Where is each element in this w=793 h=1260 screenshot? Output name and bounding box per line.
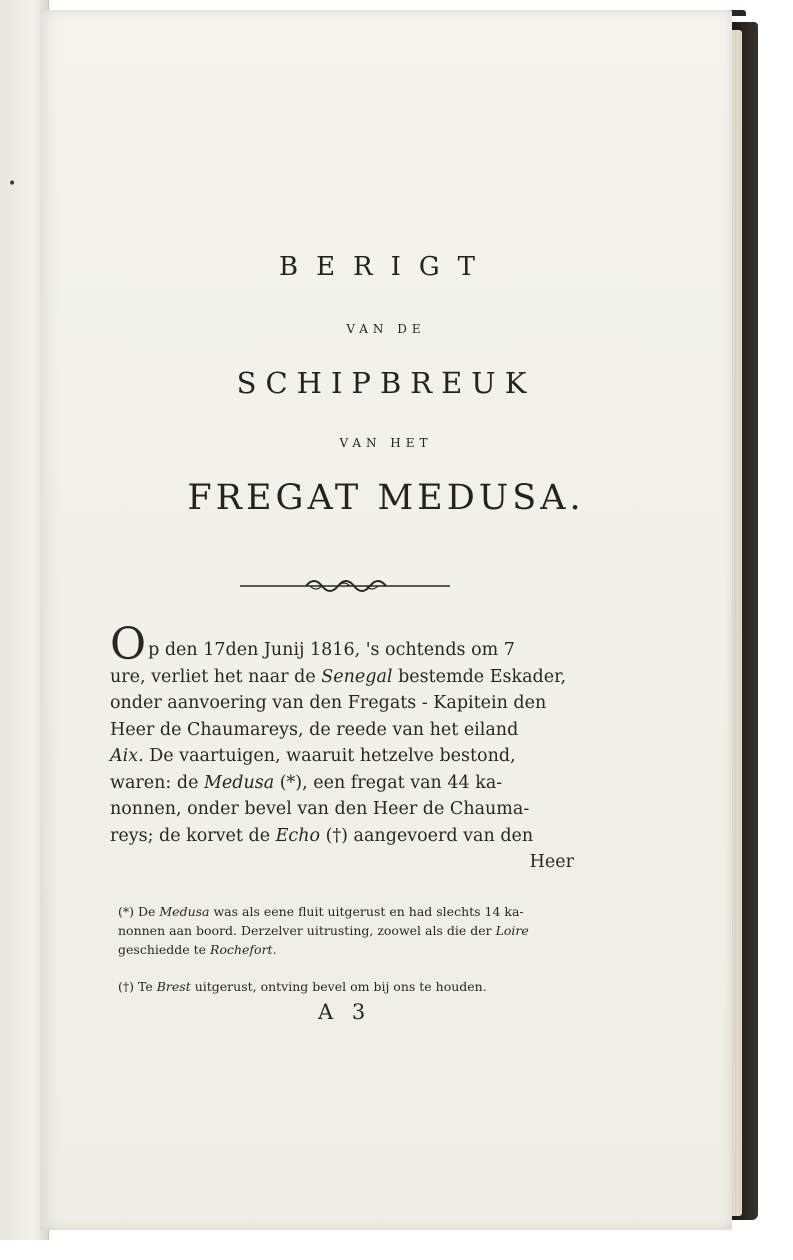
- body-line: reys; de korvet de Echo (†) aangevoerd van den: [110, 825, 534, 846]
- title-van-de: VAN DE: [346, 322, 426, 336]
- footnotes: [118, 902, 572, 996]
- footnote-line: (†) Te Brest uitgerust, ontving bevel om bij ons te houden.: [118, 979, 487, 994]
- title-schipbreuk: SCHIPBREUK: [236, 366, 536, 400]
- catchword: Heer: [529, 852, 574, 872]
- body-line: Op den 17den Junij 1816, 's ochtends om 7: [110, 619, 515, 670]
- body-line: waren: de Medusa (*), een fregat van 44 ka-: [110, 772, 503, 793]
- title-van-het: VAN HET: [339, 436, 433, 450]
- title-bergit: BERIGT: [278, 252, 494, 282]
- body-text: [110, 619, 574, 876]
- title-fregat-medusa: FREGAT MEDUSA.: [187, 478, 585, 518]
- left-page-mark: •: [8, 176, 17, 192]
- body-line: Heer de Chaumareys, de reede van het eiland: [110, 719, 519, 740]
- body-line: nonnen, onder bevel van den Heer de Chauma-: [110, 799, 530, 819]
- ornament-divider-icon: [240, 574, 450, 598]
- body-line: ure, verliet het naar de Senegal bestemde Eskader,: [110, 666, 567, 687]
- footnote-line: nonnen aan boord. Derzelver uitrusting, zoowel als die der Loire: [118, 923, 529, 938]
- drop-cap: O: [110, 619, 147, 670]
- signature-mark: A 3: [318, 1000, 372, 1024]
- body-line: onder aanvoering van den Fregats - Kapitein den: [110, 693, 547, 713]
- body-line: Aix. De vaartuigen, waaruit hetzelve bestond,: [110, 746, 516, 766]
- footnote-line: (*) De Medusa was als eene fluit uitgerust en had slechts 14 ka-: [118, 904, 524, 919]
- footnote-line: geschiedde te Rochefort.: [118, 942, 277, 957]
